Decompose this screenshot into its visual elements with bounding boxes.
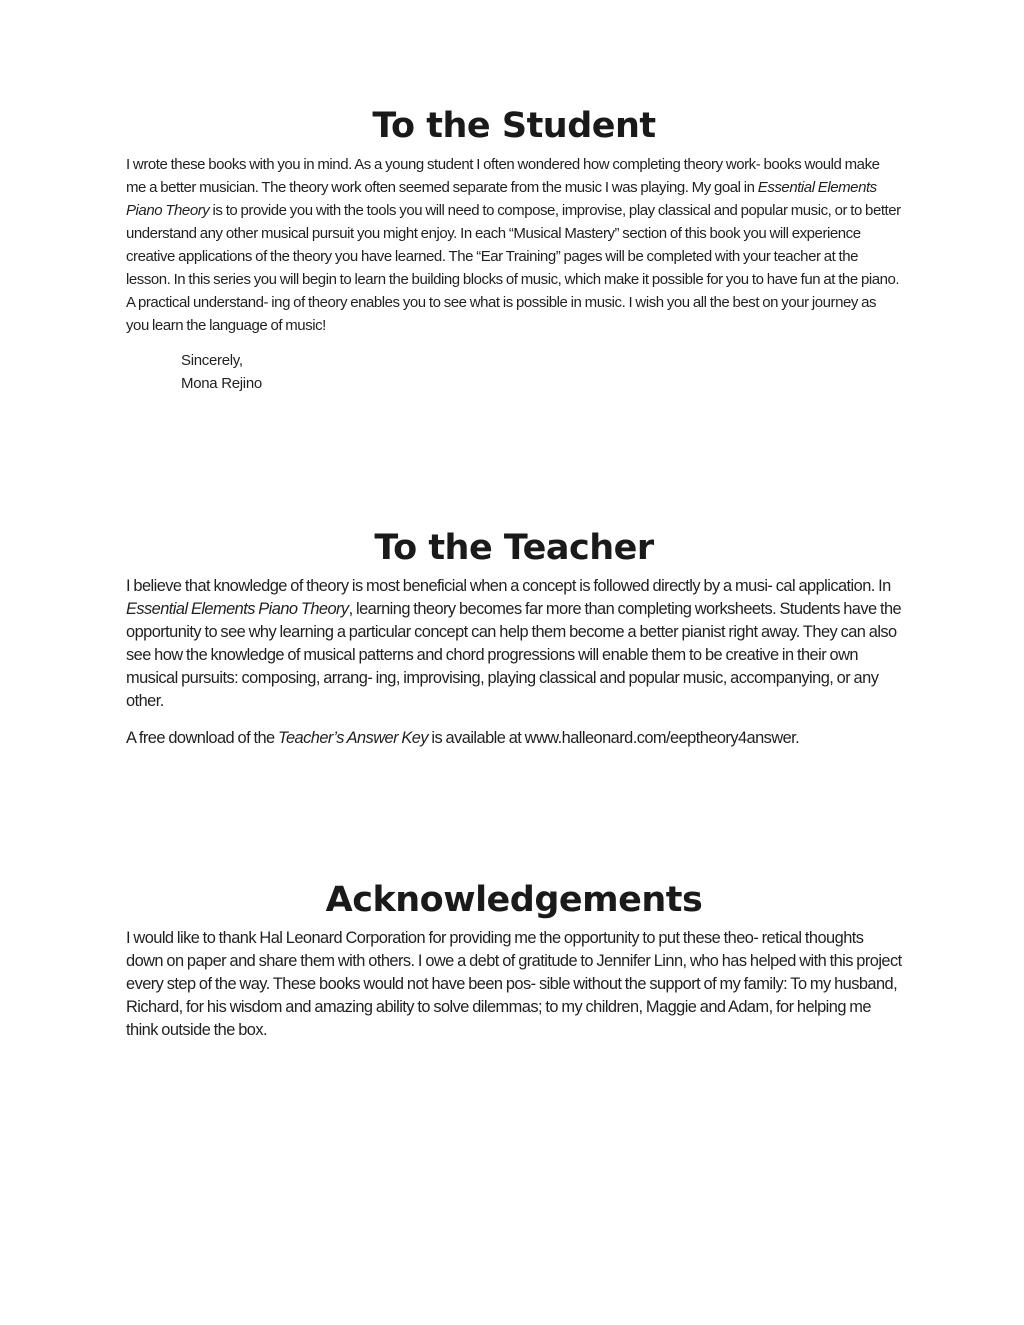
italic-title: Essential Elements Piano Theory [126,179,877,219]
to-the-student-section [126,103,902,395]
text-run: is available at www.halleonard.com/eeptheory4answer. [428,729,800,747]
author-signature: Mona Rejino [181,375,262,392]
closing-text: Sincerely, [181,352,243,369]
italic-title: Teacher’s Answer Key [278,729,429,747]
to-the-teacher-section [126,525,902,750]
acknowledgements-heading: Acknowledgements [325,880,703,920]
acknowledgements-body [126,927,902,1042]
text-run: I wrote these books with you in mind. As a young student I often wondered how completing theory work- books would make me a better musician. The theory work often seemed separate from the music I was playing. My goal in [126,156,880,196]
text-run: I believe that knowledge of theory is most beneficial when a concept is followed directly by a musi- cal application. In [126,577,891,595]
text-run: , learning theory becomes far more than completing worksheets. Students have the opportunity to see why learning a particular concept can help them become a better pianist right away. They can also see how the knowledge of musical patterns and chord progressions will enable them to be creative in their own musical pursuits: composing, arrang- ing, improvising, playing classical and popular music, accompanying, or any other. [126,600,902,710]
text-run: is to provide you with the tools you will need to compose, improvise, play classical and popular music, or to better understand any other musical pursuit you might enjoy. In each “Musical Mastery” section of this book you will experience creative applications of the theory you have learned. The “Ear Training” pages will be completed with your teacher at the lesson. In this series you will begin to learn the building blocks of music, which make it possible for you to have fun at the piano. A practical understand- ing of theory enables you to see what is possible in music. I wish you all the best on your journey as you learn the language of music! [126,202,901,334]
student-heading: To the Student [372,106,656,146]
signoff [181,349,902,395]
acknowledgements-section [126,877,902,1042]
teacher-body [126,575,902,713]
answer-key-note [126,727,902,750]
teacher-heading: To the Teacher [374,528,654,568]
text-run: A free download of the [126,729,279,747]
text-run: I would like to thank Hal Leonard Corporation for providing me the opportunity to put these theo- retical thoughts down on paper and share them with others. I owe a debt of gratitude to Jennifer Linn, who has helped with this project every step of the way. These books would not have been pos- sible without the support of my family: To my husband, Richard, for his wisdom and amazing ability to solve dilemmas; to my children, Maggie and Adam, for helping me think outside the box. [126,929,902,1039]
student-body [126,153,902,337]
italic-title: Essential Elements Piano Theory [126,600,349,618]
